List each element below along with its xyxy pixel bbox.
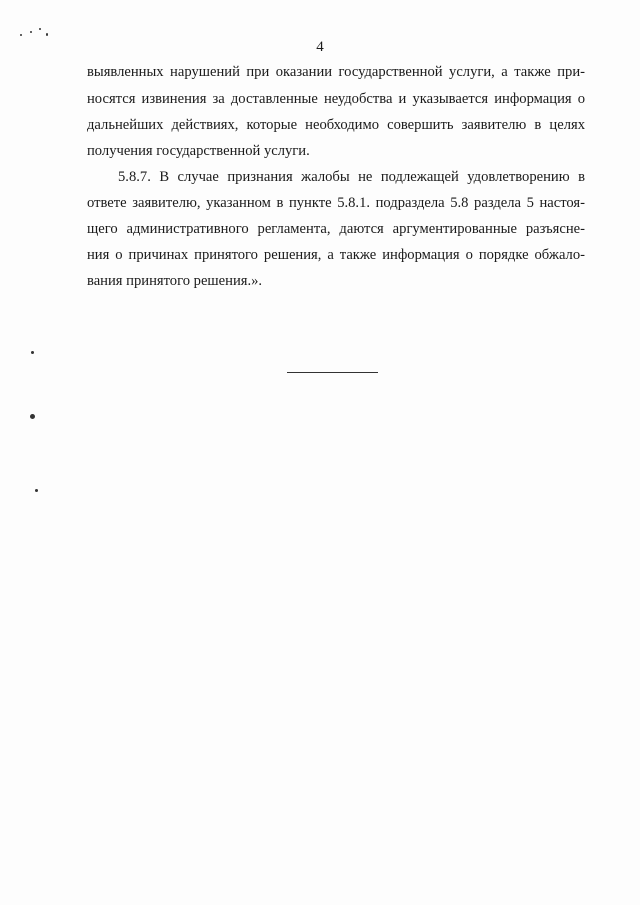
text-line: дальнейших действиях, которые необходимо совершить заявителю в целях <box>87 117 585 133</box>
closing-separator-line <box>287 372 378 373</box>
text-line: носятся извинения за доставленные неудобства и указывается информация о <box>87 91 585 107</box>
text-line: выявленных нарушений при оказании государственной услуги, а также при- <box>87 64 585 80</box>
scan-speck <box>31 351 34 354</box>
page-number: 4 <box>316 39 324 55</box>
scan-speck <box>39 28 41 30</box>
scan-speck <box>20 34 22 36</box>
text-line: вания принятого решения.». <box>87 273 263 289</box>
scan-speck <box>35 489 38 492</box>
scan-speck <box>30 31 32 33</box>
scan-speck <box>30 414 35 419</box>
scan-speck <box>46 33 48 36</box>
text-line: получения государственной услуги. <box>87 143 310 159</box>
text-line: ответе заявителю, указанном в пункте 5.8.1. подраздела 5.8 раздела 5 настоя- <box>87 195 585 211</box>
text-line: ния о причинах принятого решения, а также информация о порядке обжало- <box>87 247 585 263</box>
text-line: 5.8.7. В случае признания жалобы не подлежащей удовлетворению в <box>118 169 585 185</box>
text-line: щего административного регламента, даются аргументированные разъясне- <box>87 221 585 237</box>
